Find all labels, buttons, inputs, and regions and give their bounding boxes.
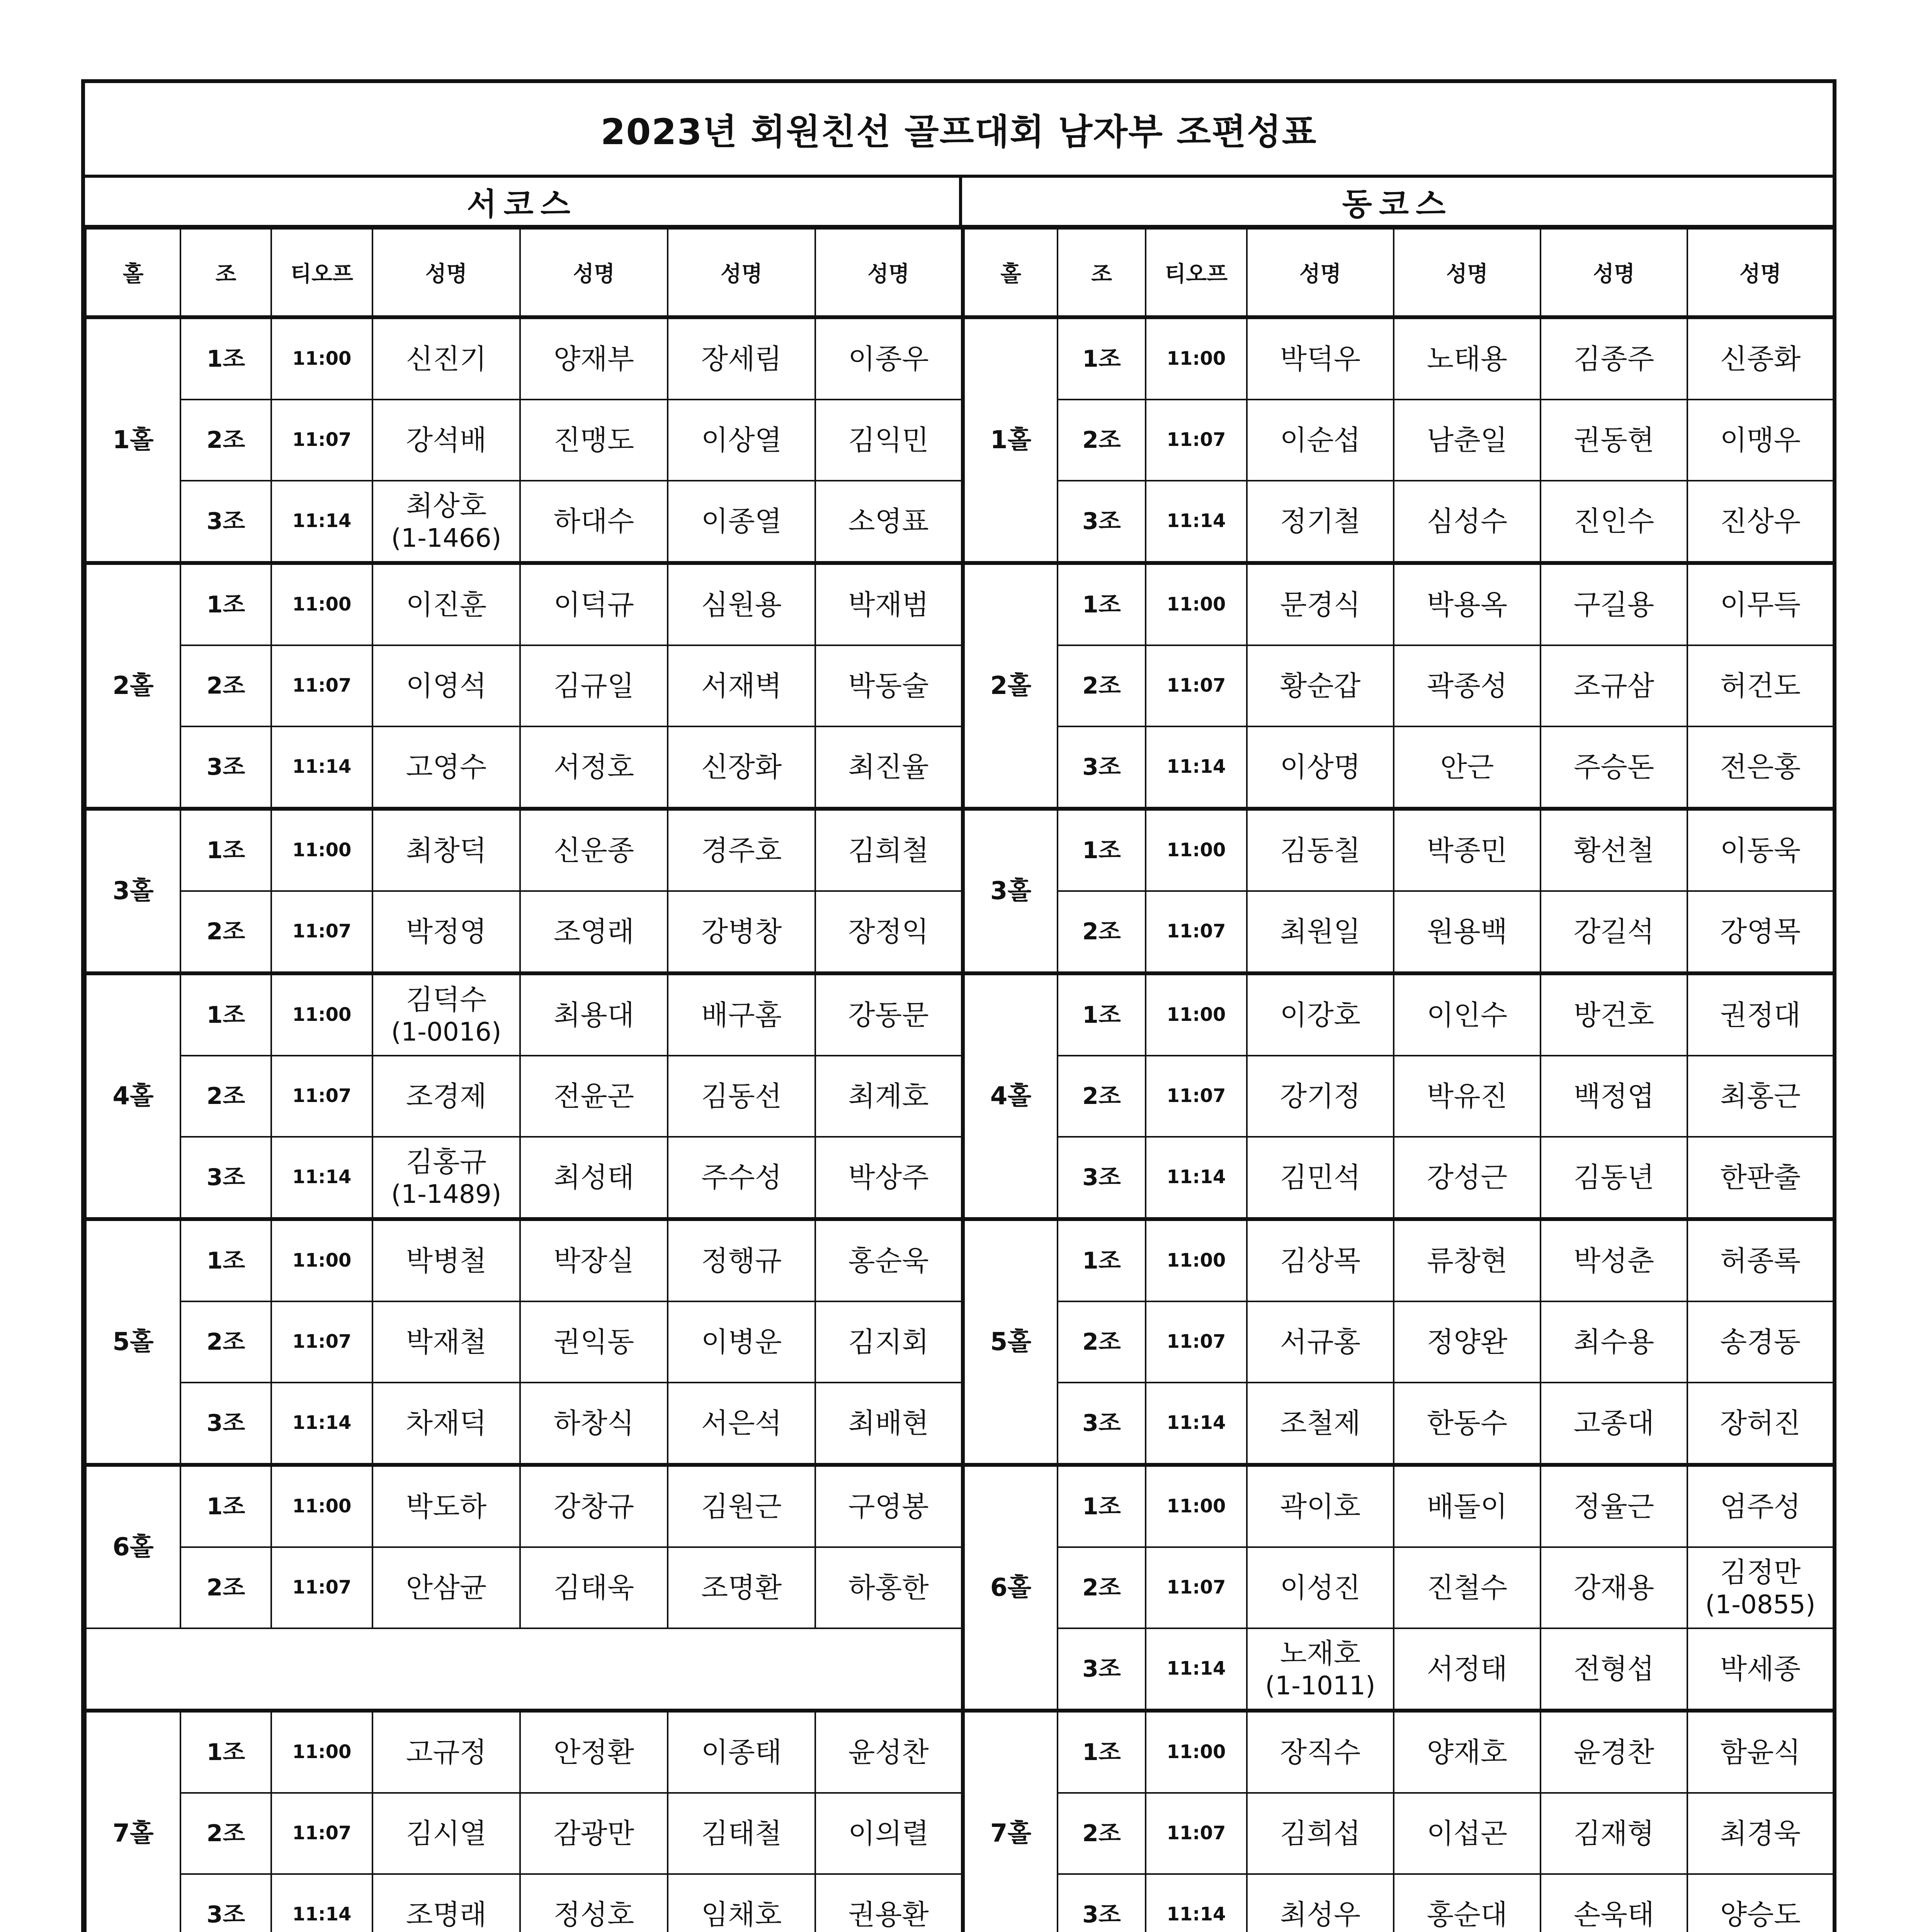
player-name: 최진율 [815,726,963,809]
player-name: 김상목 [1247,1219,1394,1301]
group-label: 2조 [1058,1301,1146,1383]
player-name: 장허진 [1687,1383,1833,1465]
player-name: 정행규 [668,1219,815,1301]
player-name: 이상열 [668,400,815,481]
player-name: 강창규 [520,1465,668,1547]
player-name: 심원용 [668,563,815,645]
player-name: 조경제 [372,1056,520,1137]
player-name: 최원일 [1247,891,1394,973]
member-number: (1-0016) [391,1017,502,1047]
player-name: 이무득 [1687,563,1833,645]
player-name: 심성수 [1394,481,1541,563]
player-name: 경주호 [668,809,815,891]
player-name: 김희섭 [1247,1793,1394,1874]
player-name: 박유진 [1394,1056,1541,1137]
player-name: 정양완 [1394,1301,1541,1383]
group-label: 3조 [1058,1137,1146,1219]
hole-label: 7홀 [963,1711,1058,1932]
player-name: 이동욱 [1687,809,1833,891]
player-name: 박덕우 [1247,317,1394,400]
table-row [86,1874,1833,1932]
player-name: 고종대 [1541,1383,1687,1465]
group-label: 3조 [180,1874,271,1932]
player-name: 함윤식 [1687,1711,1833,1793]
player-name: 배돌이 [1394,1465,1541,1547]
player-name: 강동문 [815,973,963,1056]
player-name: 조철제 [1247,1383,1394,1465]
table-row [86,645,1833,726]
tee-time: 11:14 [271,726,372,809]
header-name: 성명 [1394,229,1541,317]
table-row [86,1711,1833,1793]
hole-label: 1홀 [963,317,1058,563]
group-label: 2조 [180,1547,271,1628]
player-name: 강병창 [668,891,815,973]
group-label: 1조 [1058,809,1146,891]
player-name: 문경식 [1247,563,1394,645]
header-name: 성명 [1247,229,1394,317]
player-name: 정성호 [520,1874,668,1932]
player-name: 윤경찬 [1541,1711,1687,1793]
player-name: 주승돈 [1541,726,1687,809]
player-name: 하창식 [520,1383,668,1465]
table-row [86,973,1833,1056]
player-name: 김재형 [1541,1793,1687,1874]
player-name: 진맹도 [520,400,668,481]
player-name: 안근 [1394,726,1541,809]
player-name: 이순섭 [1247,400,1394,481]
group-label: 3조 [180,1383,271,1465]
table-row [86,1219,1833,1301]
player-name: 최용대 [520,973,668,1056]
tee-time: 11:00 [271,563,372,645]
player-name: 신장화 [668,726,815,809]
player-name: 최상호 (1-1466) [372,481,520,563]
player-name: 박종민 [1394,809,1541,891]
player-name: 서재벽 [668,645,815,726]
table-row [86,481,1833,563]
player-name: 소영표 [815,481,963,563]
player-name: 장직수 [1247,1711,1394,1793]
player-name: 황선철 [1541,809,1687,891]
group-label: 1조 [1058,317,1146,400]
hole-label: 5홀 [86,1219,180,1465]
table-row [86,1628,1833,1711]
tee-time: 11:00 [271,1219,372,1301]
tee-time: 11:00 [1146,317,1247,400]
tee-time: 11:14 [1146,1628,1247,1711]
player-name: 안삼균 [372,1547,520,1628]
player-name: 이종우 [815,317,963,400]
player-name: 김동년 [1541,1137,1687,1219]
player-name: 조명래 [372,1874,520,1932]
player-name: 박상주 [815,1137,963,1219]
table-row [86,563,1833,645]
table-row [86,1383,1833,1465]
table-row [86,809,1833,891]
player-name: 장세림 [668,317,815,400]
group-label: 2조 [180,1056,271,1137]
player-name: 권익동 [520,1301,668,1383]
tee-time: 11:00 [1146,973,1247,1056]
player-name: 남춘일 [1394,400,1541,481]
player-name: 구길용 [1541,563,1687,645]
player-name: 황순갑 [1247,645,1394,726]
player-name: 정율근 [1541,1465,1687,1547]
player-name: 최성우 [1247,1874,1394,1932]
player-name: 주수성 [668,1137,815,1219]
tee-time: 11:00 [271,317,372,400]
tee-time: 11:00 [271,1711,372,1793]
player-name: 이상명 [1247,726,1394,809]
player-name: 신진기 [372,317,520,400]
group-label: 2조 [1058,1793,1146,1874]
pairing-table [85,228,1834,1932]
group-label: 2조 [1058,1056,1146,1137]
tee-time: 11:00 [271,809,372,891]
tee-time: 11:07 [271,891,372,973]
player-name: 이영석 [372,645,520,726]
tee-time: 11:07 [271,1547,372,1628]
title-row [85,83,1833,178]
group-label: 2조 [1058,645,1146,726]
tee-time: 11:14 [1146,726,1247,809]
table-row [86,1056,1833,1137]
group-label: 3조 [1058,1628,1146,1711]
group-label: 1조 [1058,1219,1146,1301]
player-name: 강길석 [1541,891,1687,973]
player-name: 양재호 [1394,1711,1541,1793]
player-name: 배구홈 [668,973,815,1056]
tee-time: 11:00 [1146,809,1247,891]
player-name: 차재덕 [372,1383,520,1465]
tee-time: 11:07 [1146,400,1247,481]
group-label: 2조 [180,891,271,973]
course-east-label: 동코스 [1342,186,1453,222]
player-name: 이덕규 [520,563,668,645]
player-name: 방건호 [1541,973,1687,1056]
table-row [86,1547,1833,1628]
member-number: (1-0855) [1705,1589,1816,1619]
group-label: 3조 [180,1137,271,1219]
player-name: 김종주 [1541,317,1687,400]
tee-time: 11:00 [271,973,372,1056]
course-west-label: 서코스 [85,178,962,225]
player-name: 양재부 [520,317,668,400]
group-label: 3조 [1058,481,1146,563]
group-label: 2조 [1058,891,1146,973]
player-name: 최수용 [1541,1301,1687,1383]
group-label: 1조 [180,1711,271,1793]
empty-cell [86,1628,963,1711]
player-name: 이섭곤 [1394,1793,1541,1874]
header-row [86,229,1833,317]
player-name: 강영목 [1687,891,1833,973]
player-name: 최계호 [815,1056,963,1137]
player-name: 홍순대 [1394,1874,1541,1932]
player-name: 이맹우 [1687,400,1833,481]
member-number: (1-1011) [1265,1670,1376,1701]
player-name: 박성춘 [1541,1219,1687,1301]
header-name: 성명 [1687,229,1833,317]
group-label: 2조 [180,1793,271,1874]
player-name: 권용환 [815,1874,963,1932]
player-name: 전형섭 [1541,1628,1687,1711]
group-label: 3조 [1058,1874,1146,1932]
player-name: 곽이호 [1247,1465,1394,1547]
player-name: 양승도 [1687,1874,1833,1932]
player-name: 안정환 [520,1711,668,1793]
tee-time: 11:00 [271,1465,372,1547]
player-name: 곽종성 [1394,645,1541,726]
header-group: 조 [1058,229,1146,317]
schedule-sheet [81,79,1836,1932]
group-label: 1조 [180,809,271,891]
tee-time: 11:07 [271,1056,372,1137]
player-name: 김희철 [815,809,963,891]
player-name: 박병철 [372,1219,520,1301]
player-name: 박정영 [372,891,520,973]
hole-label: 5홀 [963,1219,1058,1465]
player-name: 조명환 [668,1547,815,1628]
player-name: 신운종 [520,809,668,891]
player-name: 강성근 [1394,1137,1541,1219]
player-name: 김정만 (1-0855) [1687,1547,1833,1628]
hole-label: 3홀 [86,809,180,973]
player-name: 이병운 [668,1301,815,1383]
group-label: 1조 [1058,973,1146,1056]
player-name: 김태욱 [520,1547,668,1628]
player-name: 이성진 [1247,1547,1394,1628]
player-name: 이강호 [1247,973,1394,1056]
hole-label: 4홀 [963,973,1058,1219]
group-label: 1조 [1058,1711,1146,1793]
tee-time: 11:14 [1146,481,1247,563]
header-hole: 홀 [963,229,1058,317]
player-name: 최경욱 [1687,1793,1833,1874]
table-row [86,1137,1833,1219]
player-name: 김민석 [1247,1137,1394,1219]
player-name: 김지회 [815,1301,963,1383]
group-label: 1조 [180,563,271,645]
tee-time: 11:07 [271,1793,372,1874]
tee-time: 11:07 [1146,645,1247,726]
player-name: 박동술 [815,645,963,726]
page-title: 2023년 회원친선 골프대회 남자부 조편성표 [600,111,1317,153]
header-tee: 티오프 [1146,229,1247,317]
group-label: 1조 [180,317,271,400]
table-row [86,1793,1833,1874]
player-name: 신종화 [1687,317,1833,400]
tee-time: 11:14 [271,481,372,563]
tee-time: 11:07 [1146,1301,1247,1383]
table-row [86,317,1833,400]
tee-time: 11:07 [1146,1547,1247,1628]
header-hole: 홀 [86,229,180,317]
player-name: 서규홍 [1247,1301,1394,1383]
tee-time: 11:00 [1146,1465,1247,1547]
hole-label: 3홀 [963,809,1058,973]
tee-time: 11:07 [1146,1793,1247,1874]
player-name: 류창현 [1394,1219,1541,1301]
tee-time: 11:00 [1146,1219,1247,1301]
player-name: 김원근 [668,1465,815,1547]
player-name: 허건도 [1687,645,1833,726]
group-label: 3조 [180,481,271,563]
player-name: 허종록 [1687,1219,1833,1301]
group-label: 3조 [180,726,271,809]
header-name: 성명 [1541,229,1687,317]
player-name: 박세종 [1687,1628,1833,1711]
player-name: 윤성찬 [815,1711,963,1793]
group-label: 2조 [180,1301,271,1383]
course-row [85,178,1833,228]
player-name: 김규일 [520,645,668,726]
player-name: 박재범 [815,563,963,645]
player-name: 진인수 [1541,481,1687,563]
player-name: 최성태 [520,1137,668,1219]
player-name: 임채호 [668,1874,815,1932]
header-tee: 티오프 [271,229,372,317]
player-name: 노재호 (1-1011) [1247,1628,1394,1711]
player-name: 이진훈 [372,563,520,645]
header-name: 성명 [815,229,963,317]
player-name: 김익민 [815,400,963,481]
player-name: 강재용 [1541,1547,1687,1628]
player-name: 조영래 [520,891,668,973]
player-name: 이종태 [668,1711,815,1793]
player-name: 김시열 [372,1793,520,1874]
player-name: 구영봉 [815,1465,963,1547]
header-group: 조 [180,229,271,317]
group-label: 2조 [180,400,271,481]
member-number: (1-1489) [391,1179,502,1209]
group-label: 1조 [180,1465,271,1547]
tee-time: 11:14 [1146,1874,1247,1932]
hole-label: 4홀 [86,973,180,1219]
hole-label: 6홀 [963,1465,1058,1711]
group-label: 1조 [1058,563,1146,645]
player-name: 김동선 [668,1056,815,1137]
player-name: 조규삼 [1541,645,1687,726]
hole-label: 7홀 [86,1711,180,1932]
player-name: 김동칠 [1247,809,1394,891]
player-name: 장정익 [815,891,963,973]
player-name: 최배현 [815,1383,963,1465]
player-name: 서정호 [520,726,668,809]
player-name: 홍순욱 [815,1219,963,1301]
player-name: 하홍한 [815,1547,963,1628]
header-name: 성명 [668,229,815,317]
group-label: 3조 [1058,1383,1146,1465]
tee-time: 11:14 [271,1137,372,1219]
player-name: 박용옥 [1394,563,1541,645]
player-name: 서은석 [668,1383,815,1465]
group-label: 2조 [1058,400,1146,481]
table-row [86,891,1833,973]
hole-label: 2홀 [963,563,1058,809]
player-name: 고영수 [372,726,520,809]
player-name: 이종열 [668,481,815,563]
tee-time: 11:07 [271,400,372,481]
player-name: 한판출 [1687,1137,1833,1219]
tee-time: 11:07 [1146,891,1247,973]
player-name: 최창덕 [372,809,520,891]
player-name: 진철수 [1394,1547,1541,1628]
tee-time: 11:14 [271,1874,372,1932]
group-label: 1조 [1058,1465,1146,1547]
header-name: 성명 [372,229,520,317]
player-name: 박도하 [372,1465,520,1547]
player-name: 진상우 [1687,481,1833,563]
player-name: 노태용 [1394,317,1541,400]
player-name: 권동현 [1541,400,1687,481]
player-name: 김덕수 (1-0016) [372,973,520,1056]
table-row [86,726,1833,809]
hole-label: 1홀 [86,317,180,563]
player-name: 백정엽 [1541,1056,1687,1137]
group-label: 3조 [1058,726,1146,809]
tee-time: 11:07 [1146,1056,1247,1137]
player-name: 정기철 [1247,481,1394,563]
tee-time: 11:14 [1146,1383,1247,1465]
hole-label: 2홀 [86,563,180,809]
player-name: 고규정 [372,1711,520,1793]
player-name: 손욱태 [1541,1874,1687,1932]
group-label: 1조 [180,973,271,1056]
player-name: 서정태 [1394,1628,1541,1711]
player-name: 전윤곤 [520,1056,668,1137]
hole-label: 6홀 [86,1465,180,1628]
player-name: 이인수 [1394,973,1541,1056]
player-name: 박재철 [372,1301,520,1383]
player-name: 송경동 [1687,1301,1833,1383]
tee-time: 11:14 [271,1383,372,1465]
player-name: 이의렬 [815,1793,963,1874]
tee-time: 11:14 [1146,1137,1247,1219]
group-label: 2조 [180,645,271,726]
group-label: 1조 [180,1219,271,1301]
tee-time: 11:07 [271,1301,372,1383]
player-name: 한동수 [1394,1383,1541,1465]
player-name: 하대수 [520,481,668,563]
player-name: 감광만 [520,1793,668,1874]
player-name: 권정대 [1687,973,1833,1056]
player-name: 강기정 [1247,1056,1394,1137]
player-name: 엄주성 [1687,1465,1833,1547]
tee-time: 11:07 [271,645,372,726]
player-name: 강석배 [372,400,520,481]
table-row [86,1465,1833,1547]
member-number: (1-1466) [391,523,502,553]
player-name: 김태철 [668,1793,815,1874]
player-name: 김홍규 (1-1489) [372,1137,520,1219]
header-name: 성명 [520,229,668,317]
player-name: 전은홍 [1687,726,1833,809]
player-name: 최홍근 [1687,1056,1833,1137]
player-name: 박장실 [520,1219,668,1301]
table-row [86,400,1833,481]
player-name: 원용백 [1394,891,1541,973]
tee-time: 11:00 [1146,1711,1247,1793]
group-label: 2조 [1058,1547,1146,1628]
tee-time: 11:00 [1146,563,1247,645]
table-row [86,1301,1833,1383]
